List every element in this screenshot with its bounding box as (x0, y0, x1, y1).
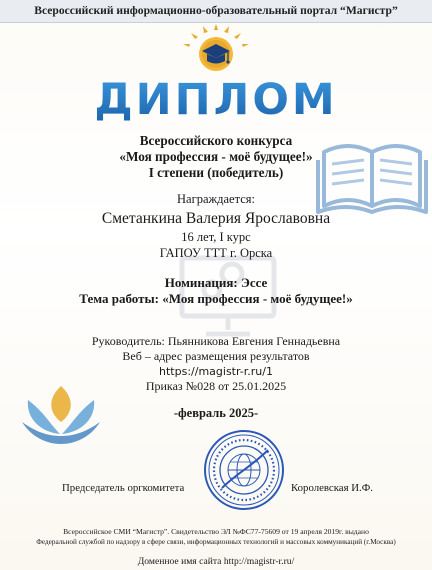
diploma-title: ДИПЛОМ (80, 72, 352, 128)
supervisor: Руководитель: Пьянникова Евгения Геннадьевна (91, 334, 341, 348)
diploma-date: -февраль 2025- (173, 406, 259, 420)
awarded-label: Награждается: (177, 192, 255, 206)
official-stamp-icon (202, 428, 286, 512)
order-number: Приказ №028 от 25.01.2025 (145, 379, 287, 393)
results-label: Веб – адрес размещения результатов (122, 349, 310, 363)
footer-domain: Доменное имя сайта http://magistr-r.ru/ (137, 556, 295, 567)
footer-smi-line-1: Всероссийское СМИ “Магистр”. Свидетельство ЭЛ №ФС77-75609 от 19 апреля 2019г. выдано (63, 527, 369, 536)
footer-smi-line-2: Федеральной службой по надзору в сфере связи, информационных технологий и массовых коммуникаций (г.Москва) (36, 538, 396, 546)
nomination: Номинация: Эссе (164, 275, 268, 290)
results-url: https://magistr-r.ru/1 (159, 365, 273, 378)
chairman-name: Королевская И.Ф. (291, 482, 373, 494)
recipient-age: 16 лет, I курс (181, 230, 251, 244)
contest-line-1: Всероссийского конкурса (139, 133, 293, 148)
portal-header: Всероссийский информационно-образовательный портал “Магистр” (0, 0, 432, 23)
institution: ГАПОУ ТТТ г. Орска (159, 246, 273, 260)
work-topic: Тема работы: «Моя профессия - моё будущее!» (79, 291, 353, 306)
graduation-cap-icon (176, 24, 256, 74)
contest-line-2: «Моя профессия - моё будущее!» (119, 149, 313, 164)
degree-line: I степени (победитель) (148, 165, 284, 180)
chairman-label: Председатель оргкомитета (62, 482, 185, 494)
recipient-name: Сметанкина Валерия Ярославовна (101, 210, 331, 227)
